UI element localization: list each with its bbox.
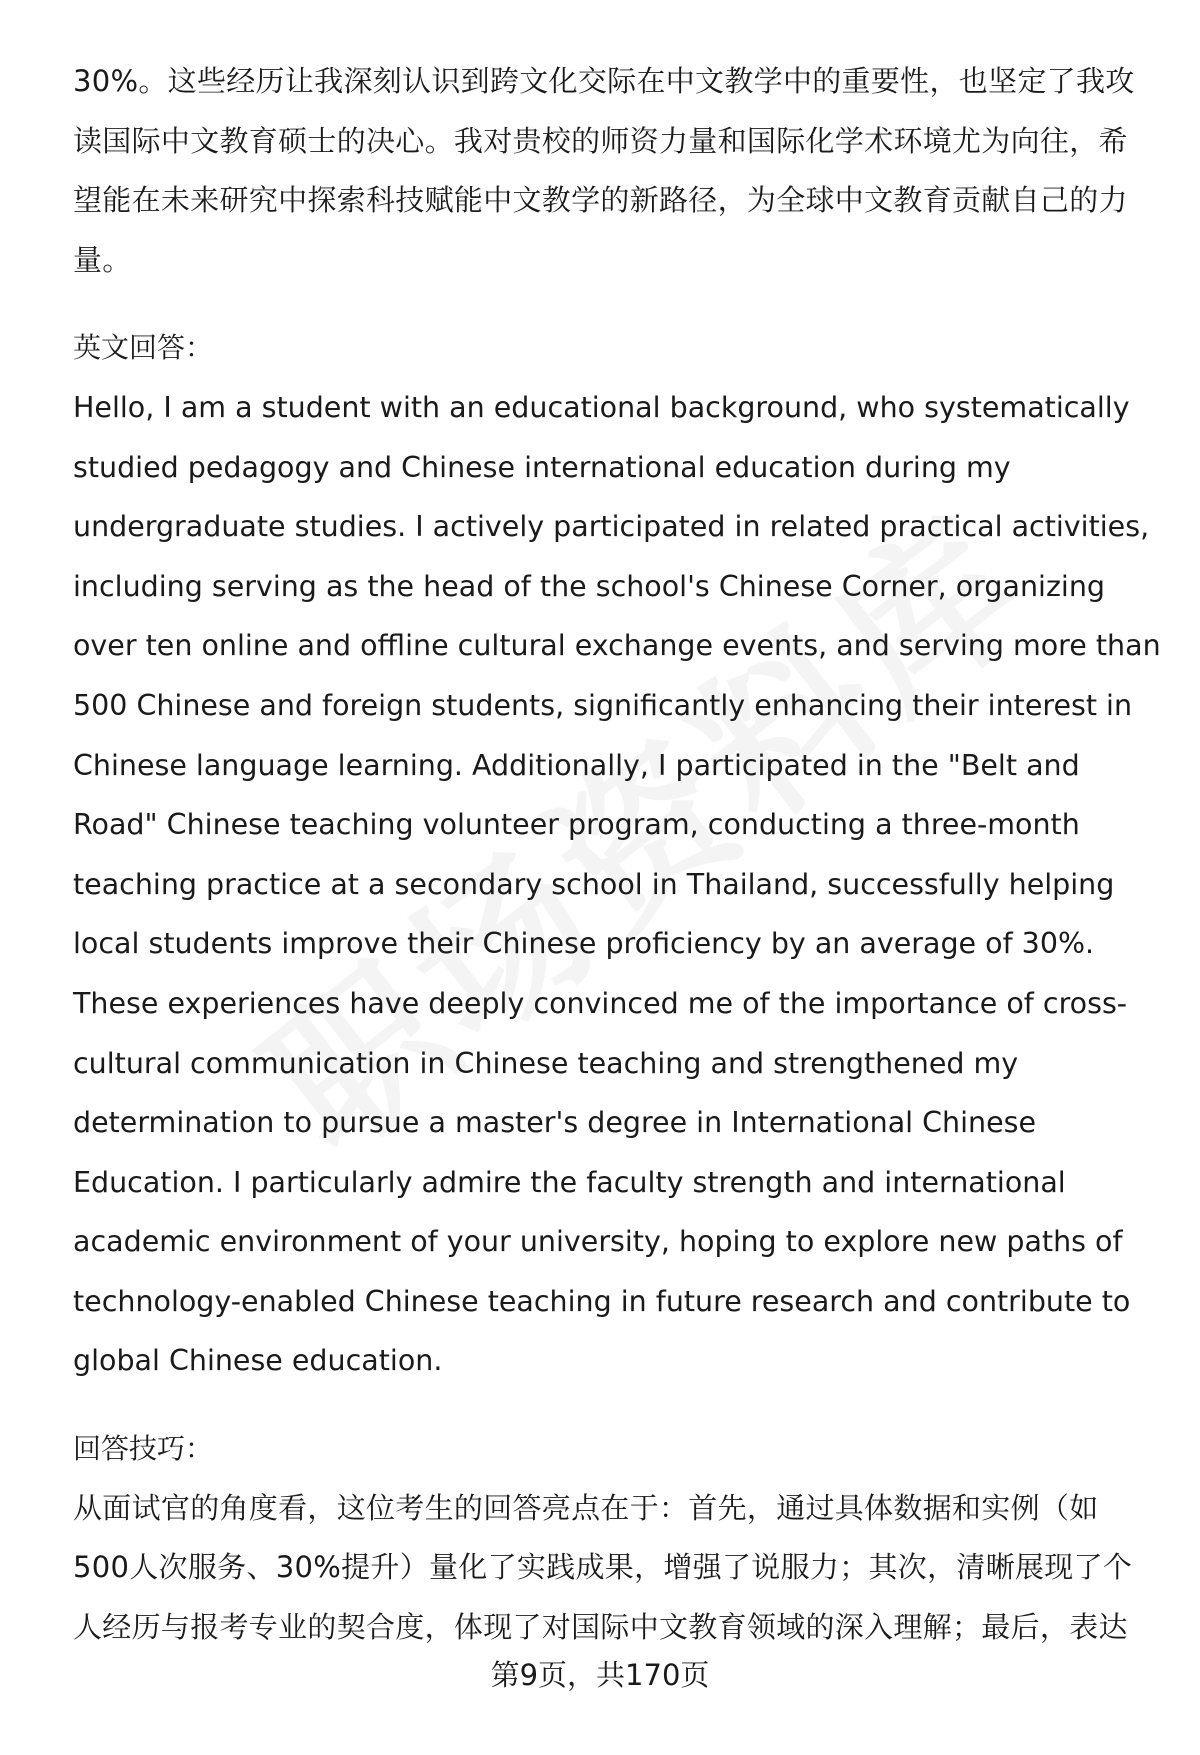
paragraph-line: Education. I particularly admire the faculty strength and international bbox=[73, 1165, 1066, 1199]
paragraph-line: 人经历与报考专业的契合度，体现了对国际中文教育领域的深入理解；最后，表达 bbox=[73, 1609, 1128, 1644]
paragraph-line: 500 Chinese and foreign students, significantly enhancing their interest in bbox=[73, 688, 1133, 722]
document-content bbox=[73, 52, 1161, 1657]
section-gap bbox=[73, 1391, 1153, 1419]
paragraph-line: These experiences have deeply convinced me of the importance of cross- bbox=[73, 986, 1128, 1020]
tips-section bbox=[73, 1419, 1153, 1657]
paragraph-line: 读国际中文教育硕士的决心。我对贵校的师资力量和国际化学术环境尤为向往，希 bbox=[73, 123, 1128, 158]
english-answer-heading: 英文回答： bbox=[73, 331, 214, 365]
paragraph-line: 从面试官的角度看，这位考生的回答亮点在于：首先，通过具体数据和实例（如 bbox=[73, 1490, 1099, 1525]
paragraph-line: 30%。这些经历让我深刻认识到跨文化交际在中文教学中的重要性，也坚定了我攻 bbox=[73, 64, 1135, 98]
paragraph-line: teaching practice at a secondary school in Thailand, successfully helping bbox=[73, 867, 1115, 901]
paragraph-line: over ten online and offline cultural exchange events, and serving more than bbox=[73, 629, 1161, 663]
paragraph-line: Hello, I am a student with an educational background, who systematically bbox=[73, 390, 1130, 424]
page-number: 第9页，共170页 bbox=[490, 1658, 710, 1692]
paragraph-line: undergraduate studies. I actively participated in related practical activities, bbox=[73, 510, 1150, 544]
paragraph-line: 量。 bbox=[73, 242, 132, 277]
paragraph-line: Road" Chinese teaching volunteer program, conducting a three-month bbox=[73, 808, 1080, 842]
section-gap bbox=[73, 290, 1153, 318]
paragraph-line: including serving as the head of the school's Chinese Corner, organizing bbox=[73, 569, 1105, 603]
intro-paragraph bbox=[73, 52, 1153, 290]
paragraph-line: studied pedagogy and Chinese international education during my bbox=[73, 450, 1011, 484]
tips-heading: 回答技巧： bbox=[73, 1432, 214, 1466]
paragraph-line: academic environment of your university, hoping to explore new paths of bbox=[73, 1225, 1123, 1259]
paragraph-line: cultural communication in Chinese teaching and strengthened my bbox=[73, 1046, 1019, 1080]
paragraph-line: Chinese language learning. Additionally, I participated in the "Belt and bbox=[73, 748, 1080, 782]
paragraph-line: technology-enabled Chinese teaching in future research and contribute to bbox=[73, 1284, 1131, 1318]
paragraph-line: 望能在未来研究中探索科技赋能中文教学的新路径，为全球中文教育贡献自己的力 bbox=[73, 183, 1128, 218]
paragraph-line: local students improve their Chinese proficiency by an average of 30%. bbox=[73, 927, 1095, 961]
paragraph-line: global Chinese education. bbox=[73, 1344, 443, 1378]
english-answer-section bbox=[73, 318, 1161, 1391]
paragraph-line: determination to pursue a master's degree in International Chinese bbox=[73, 1106, 1037, 1140]
paragraph-line: 500人次服务、30%提升）量化了实践成果，增强了说服力；其次，清晰展现了个 bbox=[73, 1550, 1133, 1585]
